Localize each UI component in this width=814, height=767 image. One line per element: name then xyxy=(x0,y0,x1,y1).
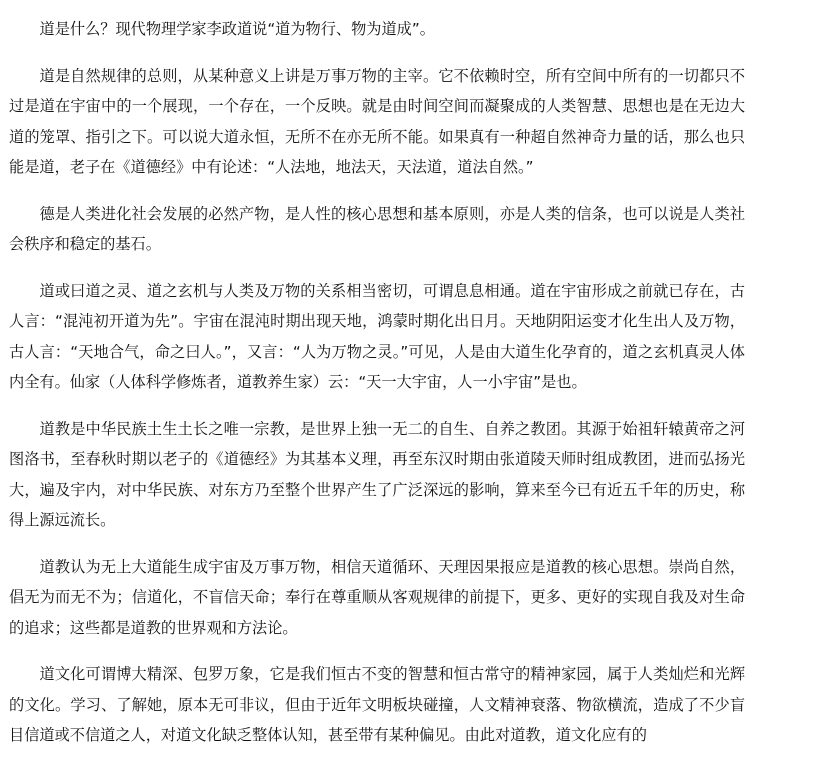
paragraph-6: 道教认为无上大道能生成宇宙及万事万物，相信天道循环、天理因果报应是道教的核心思想。崇尚自然，倡无为而无不为；信道化，不盲信天命；奉行在尊重顺从客观规律的前提下，更多、更好的实现自我及对生命的追求；这些都是道教的世界观和方法论。 xyxy=(9,557,745,637)
paragraph-7: 道文化可谓博大精深、包罗万象，它是我们恒古不变的智慧和恒古常守的精神家园，属于人类灿烂和光辉的文化。学习、了解她，原本无可非议，但由于近年文明板块碰撞，人文精神衰落、物欲横流，造成了不少盲目信道或不信道之人，对道文化缺乏整体认知，甚至带有某种偏见。由此对道教，道文化应有的 xyxy=(9,665,745,744)
paragraph-1: 道是什么？现代物理学家李政道说“道为物行、物为道成”。 xyxy=(39,20,435,38)
paragraph-2: 道是自然规律的总则，从某种意义上讲是万事万物的主宰。它不依赖时空，所有空间中所有的一切都只不过是道在宇宙中的一个展现，一个存在，一个反映。就是由时间空间而凝聚成的人类智慧、思想也是在无边大道的笼罩、指引之下。可以说大道永恒，无所不在亦无所不能。如果真有一种超自然神奇力量的话，那么也只能是道，老子在《道德经》中有论述：“人法地，地法天，天法道，道法自然。” xyxy=(9,66,745,176)
article-body xyxy=(9,14,745,767)
paragraph-5: 道教是中华民族土生土长之唯一宗教，是世界上独一无二的自生、自养之教团。其源于始祖轩辕黄帝之河图洛书，至春秋时期以老子的《道德经》为其基本义理，再至东汉时期由张道陵天师时组成教团，进而弘扬光大，遍及宇内，对中华民族、对东方乃至整个世界产生了广泛深远的影响，算来至今已有近五千年的历史，称得上源远流长。 xyxy=(9,419,745,529)
paragraph-4: 道或曰道之灵、道之玄机与人类及万物的关系相当密切，可谓息息相通。道在宇宙形成之前就已存在，古人言：“混沌初开道为先”。宇宙在混沌时期出现天地，鸿蒙时期化出日月。天地阴阳运变才化生出人及万物，古人言：“天地合气，命之曰人。”，又言：“人为万物之灵。”可见，人是由大道生化孕育的，道之玄机真灵人体内全有。仙家（人体科学修炼者，道教养生家）云：“天一大宇宙，人一小宇宙”是也。 xyxy=(9,281,745,391)
paragraph-3: 德是人类进化社会发展的必然产物，是人性的核心思想和基本原则，亦是人类的信条，也可以说是人类社会秩序和稳定的基石。 xyxy=(9,204,745,253)
